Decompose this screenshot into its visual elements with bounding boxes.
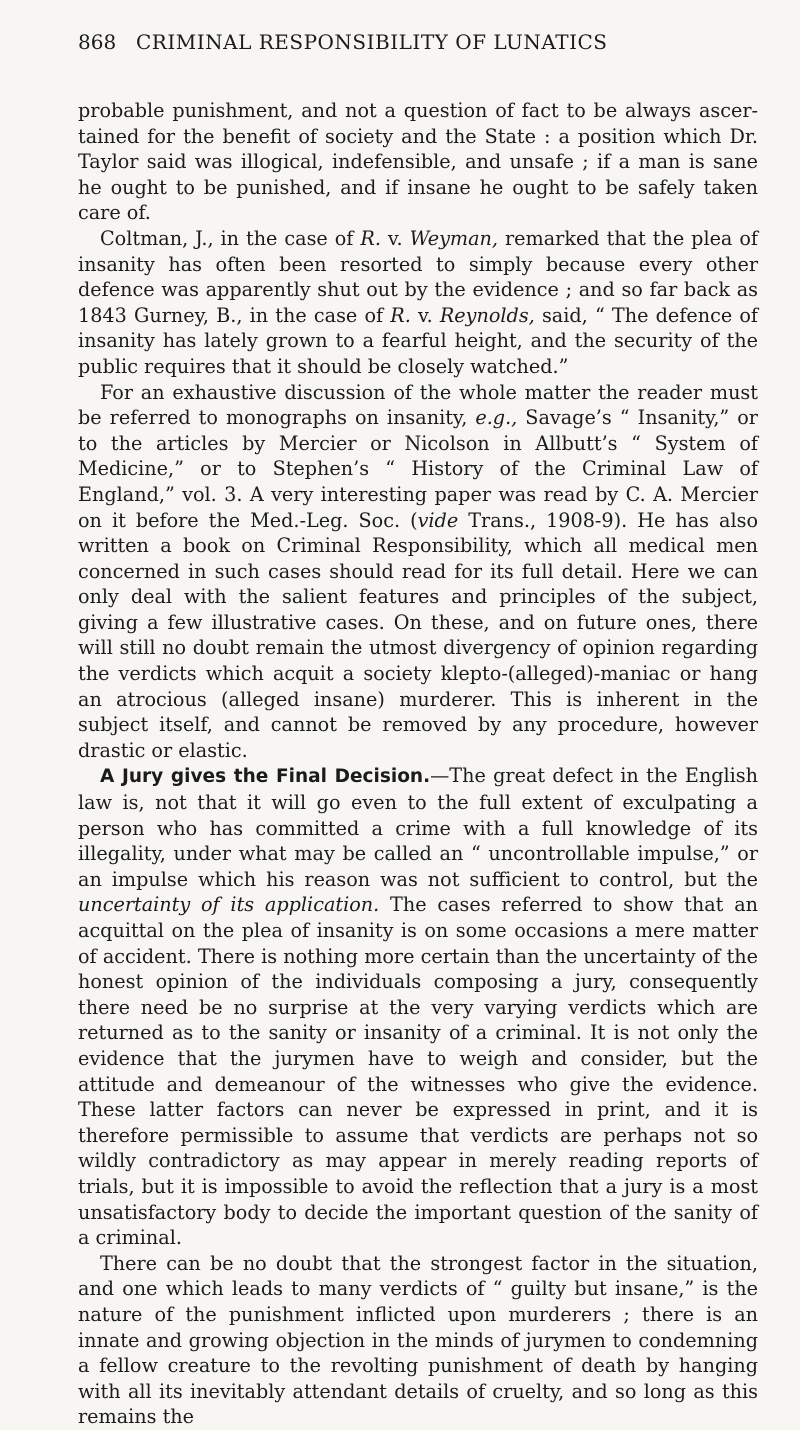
p2-text-d: v. [410,303,440,327]
paragraph-4 [78,763,758,1250]
page-number: 868 [78,30,117,54]
paragraph-1: probable punishment, and not a question of fact to be always ascertained for the benefit of society and the State : a position which Dr. Taylor said was illogical, indefensible, and unsafe ; if a man is sane he ought to be punished, and if insane he ought to be safely taken care of. [78,99,758,225]
running-head [78,30,758,64]
body-text [78,98,758,1430]
p2-case-r1: R. [360,226,381,250]
p4-text-b: The cases referred to show that an acquittal on the plea of insanity is on some occasions a mere matter of accident. There is nothing more certain than the uncertainty of the honest opinion of the individuals composing a jury, consequently there need be no surprise at the very varying verdicts which are returned as to the sanity or insanity of a criminal. It is not only the evidence that the jurymen have to weigh and consider, but the attitude and demeanour of the witnesses who give the evidence. These latter factors can never be expressed in print, and it is therefore permissible to assume that verdicts are perhaps not so wildly contradictory as may appear in merely reading reports of trials, but it is impossible to avoid the reflection that a jury is a most unsatisfactory body to decide the important question of the sanity of a criminal. [78,893,758,1250]
paragraph-3 [78,380,758,764]
running-title: CRIMINAL RESPONSIBILITY OF LUNATICS [136,30,608,54]
p2-text-e: said, “ The defence of insanity has lately grown to a fearful height, and the security of the public requires that it should be closely watched.” [78,303,758,378]
p2-case-r2: R. [390,303,411,327]
p3-eg: e.g., [475,406,518,430]
p3-vide: vide [417,508,459,532]
p3-text-c: Trans., 1908-9). He has also written a book on Criminal Responsibility, which all medical men concerned in such cases should read for its full detail. Here we can only deal with the salient features and principles of the subject, giving a few illustrative cases. On these, and on future ones, there will still no doubt remain the utmost divergency of opinion regarding the verdicts which acquit a society klepto-(alleged)-maniac or hang an atrocious (alleged insane) murderer. This is inherent in the subject itself, and cannot be removed by any procedure, however drastic or elastic. [78,508,758,762]
paragraph-5: There can be no doubt that the strongest factor in the situation, and one which leads to many verdicts of “ guilty but insane,” is the nature of the punishment inflicted upon murderers ; there is an innate and growing objection in the minds of jurymen to condemning a fellow creature to the revolting punishment of death by hanging with all its inevitably attendant details of cruelty, and so long as this remains the [78,1251,758,1429]
p3-text-b: Savage’s “ Insanity,” or to the articles by Mercier or Nicolson in Allbutt’s “ System of Medicine,” or to Stephen’s “ History of the Criminal Law of England,” vol. 3. A very interesting paper was read by C. A. Mercier on it before the Med.-Leg. Soc. ( [78,406,758,532]
paragraph-2 [78,226,758,380]
p4-emphasis: uncertainty of its application. [78,893,380,917]
section-heading: A Jury gives the Final Decision. [100,766,431,788]
p2-case-weyman: Weyman, [409,226,499,250]
p2-text-a: Coltman, J., in the case of [100,226,361,250]
p2-text-b: v. [380,226,410,250]
p2-text-c: remarked that the plea of insanity has often been resorted to simply because every other defence was apparently shut out by the evidence ; and so far back as 1843 Gurney, B., in the case of [78,226,759,327]
p3-text-a: For an exhaustive discussion of the whole matter the reader must be referred to monographs on insanity, [78,380,758,430]
p4-text-a: —The great defect in the English law is, not that it will go even to the full extent of exculpating a person who has committed a crime with a full knowledge of its illegality, under what may be called an “ uncontrollable impulse,” or an impulse which his reason was not sufficient to control, but the [78,764,758,891]
p2-case-reynolds: Reynolds, [439,303,535,327]
